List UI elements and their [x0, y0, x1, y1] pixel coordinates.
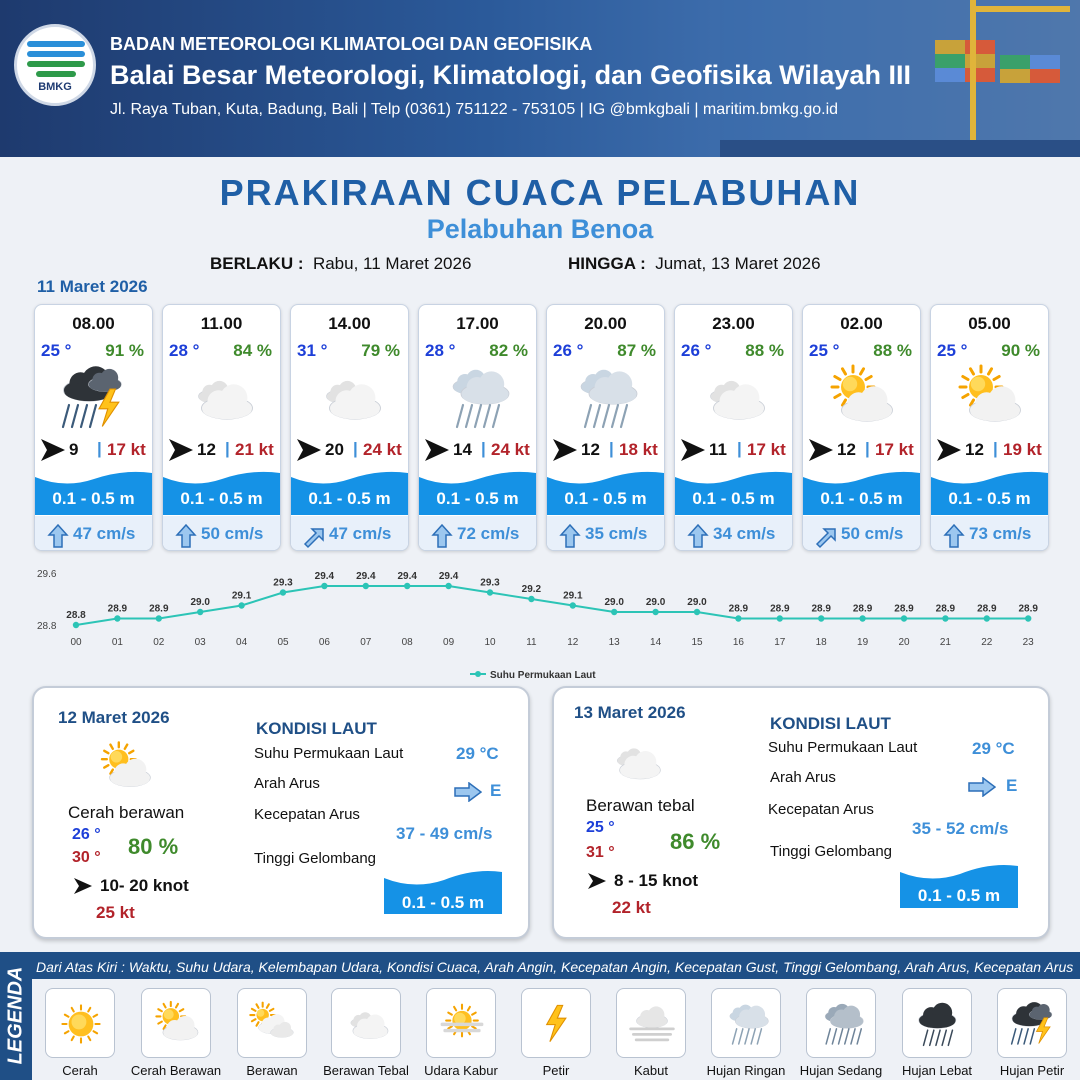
x-tick-label: 15 [691, 637, 703, 648]
forecast-wind-speed: 9 [69, 440, 79, 459]
forecast-wave: 0.1 - 0.5 m [52, 489, 135, 508]
sst-data-label: 28.9 [770, 603, 790, 615]
current-arrow-icon [301, 522, 327, 550]
forecast-wave: 0.1 - 0.5 m [564, 489, 647, 508]
x-tick-label: 18 [815, 637, 827, 648]
day3-condition: Berawan tebal [586, 796, 695, 815]
x-tick-label: 09 [443, 637, 455, 648]
sst-data-label: 29.4 [314, 571, 335, 582]
forecast-temp: 25 ° [809, 341, 840, 360]
wind-arrow-icon [425, 439, 449, 461]
forecast-time: 17.00 [456, 314, 499, 333]
forecast-gust: 21 kt [235, 440, 274, 459]
cerah-berawan-icon [90, 740, 162, 796]
x-tick-label: 03 [194, 637, 206, 648]
current-arrow-icon [173, 522, 199, 550]
x-tick-label: 11 [526, 637, 537, 648]
hujan-ringan-legend-box [711, 988, 781, 1058]
berawan-tebal-icon [336, 993, 398, 1055]
kabut-icon [621, 993, 683, 1055]
cerah-berawan-icon [817, 363, 907, 433]
sst-data-label: 29.1 [231, 590, 252, 602]
forecast-wave: 0.1 - 0.5 m [948, 489, 1031, 508]
sst-point [73, 622, 79, 628]
forecast-card [674, 304, 793, 551]
day2-humidity: 80 % [128, 834, 179, 859]
sst-point [363, 583, 369, 589]
page-title: PRAKIRAAN CUACA PELABUHAN [219, 172, 861, 213]
forecast-card [802, 304, 921, 551]
day2-sst-label: Suhu Permukaan Laut [254, 745, 404, 762]
x-tick-label: 08 [401, 637, 413, 648]
x-tick-label: 20 [898, 637, 910, 648]
forecast-wind-speed: 12 [197, 440, 216, 459]
x-tick-label: 17 [774, 637, 786, 648]
day3-speed-value: 35 - 52 cm/s [912, 819, 1009, 838]
sst-data-label: 29.4 [356, 571, 376, 582]
x-tick-label: 04 [236, 637, 248, 648]
forecast-current-speed: 50 cm/s [201, 524, 264, 543]
forecast-wind-speed: 12 [965, 440, 984, 459]
sst-point [777, 615, 783, 621]
legend-label: Berawan [246, 1063, 298, 1078]
wind-arrow-icon [553, 439, 577, 461]
forecast-humidity: 91 % [105, 341, 144, 360]
forecast-card [546, 304, 665, 551]
forecast-current-speed: 72 cm/s [457, 524, 520, 543]
forecast-wave: 0.1 - 0.5 m [180, 489, 263, 508]
day2-condition: Cerah berawan [68, 803, 185, 822]
forecast-wind [551, 439, 665, 461]
forecast-wind-speed: 12 [837, 440, 856, 459]
legend-label: Hujan Petir [999, 1063, 1065, 1078]
udara-kabur-legend-box [426, 988, 496, 1058]
day3-dir-label: Arah Arus [770, 769, 836, 786]
x-tick-label: 07 [360, 637, 372, 648]
sst-point [570, 602, 576, 608]
port-name: Pelabuhan Benoa [426, 214, 654, 244]
forecast-humidity: 82 % [489, 341, 528, 360]
legend-label: Udara Kabur [424, 1063, 498, 1078]
day2-wind: 10- 20 knot [100, 876, 189, 895]
legend-label: Berawan Tebal [323, 1063, 409, 1078]
forecast-wind [423, 439, 537, 461]
forecast-current [35, 516, 152, 551]
wind-arrow-icon [41, 439, 65, 461]
sst-data-label: 28.9 [977, 603, 997, 615]
current-east-arrow-icon [454, 782, 482, 802]
x-tick-label: 19 [857, 637, 869, 648]
sst-point [445, 583, 451, 589]
forecast-current [291, 516, 408, 551]
forecast-separator: | [353, 439, 358, 458]
sst-data-label: 29.3 [273, 577, 293, 589]
forecast-time: 14.00 [328, 314, 371, 333]
legend-marker [475, 671, 481, 677]
udara-kabur-icon [431, 993, 493, 1055]
sst-point [114, 615, 120, 621]
forecast-current [803, 516, 920, 551]
sst-data-label: 29.0 [190, 597, 210, 608]
day3-summary [552, 686, 1050, 939]
sst-data-label: 28.8 [66, 610, 86, 621]
legend-label: Petir [542, 1063, 570, 1078]
forecast-temp: 25 ° [41, 341, 72, 360]
day3-humidity: 86 % [670, 829, 721, 854]
day2-speed-label: Kecepatan Arus [254, 806, 360, 823]
legend-title: LEGENDA [4, 966, 27, 1065]
forecast-current-speed: 73 cm/s [969, 524, 1032, 543]
forecast-wind [167, 439, 281, 461]
x-tick-label: 16 [732, 637, 744, 648]
hujan-sedang-icon [811, 993, 873, 1055]
sst-point [694, 609, 700, 615]
wind-arrow-icon [74, 878, 92, 894]
sst-data-label: 29.0 [645, 597, 666, 608]
hujan-ringan-icon [716, 993, 778, 1055]
x-tick-label: 01 [111, 637, 123, 648]
hujan-sedang-legend-box [806, 988, 876, 1058]
forecast-current [163, 516, 280, 551]
current-arrow-icon [941, 522, 967, 550]
sst-point [1025, 615, 1031, 621]
current-arrow-icon [45, 522, 71, 550]
forecast-temp: 26 ° [553, 341, 584, 360]
x-tick-label: 00 [70, 637, 82, 648]
forecast-wind [679, 439, 793, 461]
sst-data-label: 29.0 [604, 597, 624, 608]
day2-wave-value: 0.1 - 0.5 m [401, 893, 485, 912]
forecast-current [419, 516, 536, 551]
forecast-gust: 17 kt [107, 440, 146, 459]
y-tick-label: 29.6 [37, 569, 57, 580]
sst-point [156, 615, 162, 621]
sst-data-label: 29.4 [397, 571, 417, 582]
day3-wind: 8 - 15 knot [614, 871, 699, 890]
hujan-lebat-icon [907, 993, 969, 1055]
current-arrow-icon [685, 522, 711, 550]
wind-arrow-icon [937, 439, 961, 461]
forecast-current-speed: 47 cm/s [73, 524, 136, 543]
sst-data-label: 28.9 [935, 603, 956, 615]
forecast-gust: 18 kt [619, 440, 658, 459]
sst-point [404, 583, 410, 589]
forecast-time: 05.00 [968, 314, 1011, 333]
valid-from [210, 254, 471, 274]
logo-text: BMKG [38, 81, 72, 93]
sst-data-label: 28.9 [149, 603, 169, 615]
forecast-humidity: 84 % [233, 341, 272, 360]
hujan-ringan-icon [433, 363, 523, 433]
sst-data-label: 29.4 [438, 571, 459, 582]
day2-dir-label: Arah Arus [254, 775, 320, 792]
x-tick-label: 05 [277, 637, 289, 648]
forecast-temp: 28 ° [169, 341, 200, 360]
hujan-petir-icon [49, 363, 139, 433]
x-tick-label: 23 [1022, 637, 1034, 648]
forecast-gust: 24 kt [491, 440, 530, 459]
legend-note: Dari Atas Kiri : Waktu, Suhu Udara, Kelembapan Udara, Kondisi Cuaca, Arah Angin, Kecepatan Angin, Kecepatan Gust, Tinggi Gelombang, Arah Arus, Kecepatan Arus [36, 959, 1074, 975]
forecast-separator: | [737, 439, 742, 458]
sst-point [942, 615, 948, 621]
legend-label: Hujan Lebat [901, 1063, 973, 1078]
forecast-humidity: 87 % [617, 341, 656, 360]
forecast-current-speed: 34 cm/s [713, 524, 776, 543]
forecast-current [931, 516, 1048, 551]
x-tick-label: 06 [318, 637, 330, 648]
day3-sea-section: KONDISI LAUT [770, 714, 891, 733]
forecast-separator: | [865, 439, 870, 458]
sst-data-label: 28.9 [811, 603, 831, 615]
legend-label: Cerah [62, 1063, 98, 1078]
forecast-gust: 19 kt [1003, 440, 1042, 459]
forecast-wind [807, 439, 921, 461]
forecast-wind-speed: 14 [453, 440, 472, 459]
day2-tmax: 30 ° [72, 849, 101, 866]
x-tick-label: 12 [567, 637, 579, 648]
sst-point [238, 602, 244, 608]
day2-sea-section: KONDISI LAUT [256, 719, 377, 738]
x-tick-label: 13 [608, 637, 620, 648]
wind-arrow-icon [588, 873, 606, 889]
forecast-separator: | [225, 439, 230, 458]
legend-label: Kabut [634, 1063, 668, 1078]
valid-to-value: Jumat, 13 Maret 2026 [655, 254, 821, 273]
day2-dir-value: E [490, 781, 502, 800]
sst-data-label: 29.0 [687, 597, 707, 608]
valid-to-label: HINGGA : [568, 254, 646, 273]
forecast-humidity: 88 % [745, 341, 784, 360]
sst-point [487, 589, 493, 595]
valid-to [568, 254, 821, 274]
forecast-current-speed: 47 cm/s [329, 524, 392, 543]
sst-data-label: 29.2 [521, 584, 542, 595]
valid-from-label: BERLAKU : [210, 254, 304, 273]
forecast-temp: 26 ° [681, 341, 712, 360]
forecast-separator: | [481, 439, 486, 458]
forecast-wave: 0.1 - 0.5 m [308, 489, 391, 508]
org-name: BADAN METEOROLOGI KLIMATOLOGI DAN GEOFISIKA [110, 34, 593, 54]
forecast-current-speed: 35 cm/s [585, 524, 648, 543]
cerah-berawan-icon [945, 363, 1035, 433]
header-banner [0, 0, 1080, 157]
day3-dir-value: E [1006, 776, 1018, 795]
x-tick-label: 10 [484, 637, 496, 648]
cerah-berawan-legend-box [141, 988, 211, 1058]
legend-label: Hujan Sedang [799, 1063, 883, 1078]
day2-gust: 25 kt [96, 903, 135, 922]
day3-tmax: 31 ° [586, 844, 615, 861]
forecast-current [675, 516, 792, 551]
valid-from-value: Rabu, 11 Maret 2026 [312, 254, 472, 273]
forecast-card [290, 304, 409, 551]
day2-sst-value: 29 °C [456, 744, 499, 763]
sst-point [818, 615, 824, 621]
forecast-wind [295, 439, 409, 461]
day3-sst-value: 29 °C [972, 739, 1015, 758]
forecast-gust: 17 kt [875, 440, 914, 459]
cerah-icon [50, 993, 112, 1055]
legend-label: Hujan Ringan [706, 1063, 786, 1078]
forecast-wind-speed: 20 [325, 440, 344, 459]
sst-line [76, 586, 1028, 625]
berawan-legend-box [237, 988, 307, 1058]
forecast-temp: 25 ° [937, 341, 968, 360]
forecast-humidity: 90 % [1001, 341, 1040, 360]
forecast-wind-speed: 12 [581, 440, 600, 459]
forecast-separator: | [609, 439, 614, 458]
forecast-card [162, 304, 281, 551]
forecast-wave: 0.1 - 0.5 m [436, 489, 519, 508]
forecast-wave: 0.1 - 0.5 m [820, 489, 903, 508]
sst-point [528, 596, 534, 602]
sst-point [197, 609, 203, 615]
day3-gust: 22 kt [612, 898, 651, 917]
forecast-wind [935, 439, 1049, 461]
sst-chart [0, 562, 1080, 684]
current-arrow-icon [813, 522, 839, 550]
sst-data-label: 28.9 [1018, 603, 1038, 615]
sst-data-label: 28.9 [894, 603, 914, 615]
day3-wave-value: 0.1 - 0.5 m [917, 886, 1001, 905]
sst-point [984, 615, 990, 621]
forecast-time: 20.00 [584, 314, 627, 333]
bmkg-logo [14, 24, 96, 106]
forecast-current-speed: 50 cm/s [841, 524, 904, 543]
forecast-time: 08.00 [72, 314, 115, 333]
wind-arrow-icon [297, 439, 321, 461]
y-tick-label: 28.8 [37, 621, 57, 632]
berawan-tebal-icon [689, 363, 779, 433]
day3-date: 13 Maret 2026 [574, 703, 686, 722]
day3-sst-label: Suhu Permukaan Laut [768, 739, 918, 756]
sst-data-label: 28.9 [728, 603, 749, 615]
x-tick-label: 22 [981, 637, 993, 648]
cerah-legend-box [45, 988, 115, 1058]
wind-arrow-icon [809, 439, 833, 461]
forecast-time: 11.00 [200, 314, 243, 333]
berawan-tebal-icon [177, 363, 267, 433]
cerah-berawan-icon [146, 993, 208, 1055]
forecast-card [34, 304, 153, 551]
hujan-ringan-icon [561, 363, 651, 433]
forecast-card [930, 304, 1049, 551]
berawan-icon [242, 993, 304, 1055]
kabut-legend-box [616, 988, 686, 1058]
x-tick-label: 14 [650, 637, 662, 648]
contact-info: Jl. Raya Tuban, Kuta, Badung, Bali | Telp (0361) 751122 - 753105 | IG @bmkgbali | maritim.bmkg.go.id [110, 101, 839, 118]
legend-label: Cerah Berawan [130, 1063, 222, 1078]
sst-point [901, 615, 907, 621]
sst-data-label: 29.3 [480, 577, 500, 589]
day2-speed-value: 37 - 49 cm/s [396, 824, 493, 843]
sst-data-label: 28.9 [852, 603, 873, 615]
wind-arrow-icon [681, 439, 705, 461]
x-tick-label: 02 [153, 637, 165, 648]
forecast-temp: 28 ° [425, 341, 456, 360]
forecast-current [547, 516, 664, 551]
forecast-wave: 0.1 - 0.5 m [692, 489, 775, 508]
day3-wave-label: Tinggi Gelombang [770, 843, 893, 860]
berawan-tebal-legend-box [331, 988, 401, 1058]
sst-point [859, 615, 865, 621]
forecast-card [418, 304, 537, 551]
current-arrow-icon [557, 522, 583, 550]
forecast-time: 23.00 [712, 314, 755, 333]
legend-label: Suhu Permukaan Laut [490, 670, 596, 681]
petir-icon [526, 993, 588, 1055]
day2-wave-label: Tinggi Gelombang [254, 850, 377, 867]
day3-tmin: 25 ° [586, 819, 615, 836]
hujan-petir-icon [1002, 993, 1064, 1055]
berawan-tebal-icon [305, 363, 395, 433]
forecast-wind-speed: 11 [709, 440, 727, 459]
wind-arrow-icon [169, 439, 193, 461]
petir-legend-box [521, 988, 591, 1058]
day2-summary [32, 686, 530, 939]
forecast-wind [39, 439, 153, 461]
hujan-petir-legend-box [997, 988, 1067, 1058]
forecast-separator: | [97, 439, 102, 458]
day3-speed-label: Kecepatan Arus [768, 801, 874, 818]
day1-date: 11 Maret 2026 [37, 277, 148, 296]
sst-data-label: 29.1 [563, 590, 583, 602]
forecast-time: 02.00 [840, 314, 883, 333]
day2-date: 12 Maret 2026 [58, 708, 170, 727]
sst-point [280, 589, 286, 595]
current-east-arrow-icon [968, 777, 996, 797]
forecast-humidity: 79 % [361, 341, 400, 360]
current-arrow-icon [429, 522, 455, 550]
sst-data-label: 28.9 [107, 603, 128, 615]
sst-point [611, 609, 617, 615]
forecast-gust: 17 kt [747, 440, 786, 459]
forecast-temp: 31 ° [297, 341, 328, 360]
sst-point [321, 583, 327, 589]
day2-tmin: 26 ° [72, 826, 101, 843]
forecast-separator: | [993, 439, 998, 458]
office-name: Balai Besar Meteorologi, Klimatologi, dan Geofisika Wilayah III [110, 60, 911, 90]
forecast-gust: 24 kt [363, 440, 402, 459]
x-tick-label: 21 [939, 637, 951, 648]
sst-point [735, 615, 741, 621]
berawan-tebal-icon [600, 734, 672, 790]
forecast-humidity: 88 % [873, 341, 912, 360]
sst-point [652, 609, 658, 615]
hujan-lebat-legend-box [902, 988, 972, 1058]
